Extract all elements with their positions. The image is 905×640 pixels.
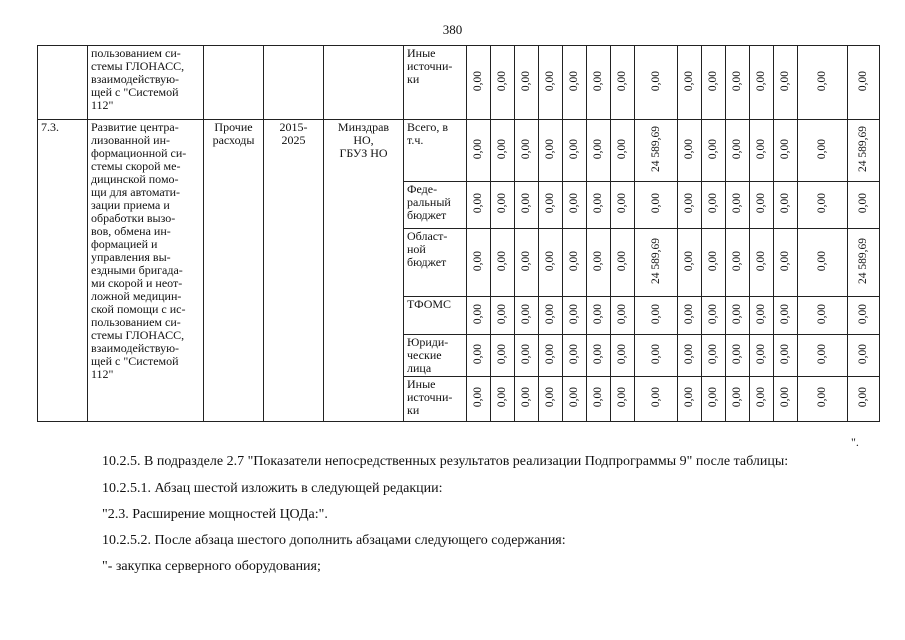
value-text: 0,00 bbox=[755, 387, 767, 408]
value-text: 0,00 bbox=[520, 303, 532, 325]
page-number: 380 bbox=[442, 22, 463, 37]
value-cell bbox=[750, 335, 774, 377]
value-cell bbox=[587, 120, 611, 182]
value-cell bbox=[491, 120, 515, 182]
expense-type-cell: Прочие расходы bbox=[204, 120, 264, 422]
value-cell bbox=[611, 229, 635, 297]
value-cell bbox=[848, 335, 880, 377]
value-cell bbox=[726, 46, 750, 120]
value-cell bbox=[774, 229, 798, 297]
value-text: 0,00 bbox=[520, 70, 532, 92]
value-cell bbox=[539, 46, 563, 120]
item-number-cell: 7.3. bbox=[38, 120, 88, 422]
value-text: 0,00 bbox=[755, 343, 767, 365]
value-cell bbox=[515, 229, 539, 297]
value-text: 0,00 bbox=[544, 343, 556, 365]
value-cell bbox=[515, 46, 539, 120]
value-text: 0,00 bbox=[707, 250, 719, 272]
value-cell bbox=[515, 377, 539, 422]
value-text: 0,00 bbox=[568, 303, 580, 325]
value-text: 0,00 bbox=[472, 193, 484, 214]
value-cell bbox=[635, 229, 678, 297]
value-text: 0,00 bbox=[857, 193, 869, 214]
value-cell bbox=[798, 46, 848, 120]
value-cell bbox=[702, 120, 726, 182]
value-cell bbox=[798, 297, 848, 335]
value-cell bbox=[750, 229, 774, 297]
value-cell bbox=[702, 46, 726, 120]
value-cell bbox=[726, 297, 750, 335]
value-cell bbox=[702, 182, 726, 229]
value-text: 0,00 bbox=[731, 70, 743, 92]
value-text: 0,00 bbox=[472, 138, 484, 160]
value-cell bbox=[750, 120, 774, 182]
value-cell bbox=[678, 46, 702, 120]
value-cell bbox=[774, 297, 798, 335]
value-text: 0,00 bbox=[816, 387, 828, 408]
value-text: 0,00 bbox=[707, 193, 719, 214]
value-cell bbox=[726, 120, 750, 182]
value-text: 0,00 bbox=[649, 70, 662, 92]
value-text: 0,00 bbox=[544, 387, 556, 408]
value-text: 0,00 bbox=[755, 250, 767, 272]
value-text: 0,00 bbox=[568, 250, 580, 272]
value-text: 0,00 bbox=[496, 343, 508, 365]
value-cell bbox=[848, 377, 880, 422]
value-text: 0,00 bbox=[592, 343, 604, 365]
paragraph-2: 10.2.5.1. Абзац шестой изложить в следующей редакции: bbox=[102, 481, 443, 496]
value-text: 0,00 bbox=[592, 303, 604, 325]
funding-table bbox=[37, 45, 880, 422]
value-text: 0,00 bbox=[544, 250, 556, 272]
value-text: 0,00 bbox=[731, 250, 743, 272]
value-text: 0,00 bbox=[544, 70, 556, 92]
value-cell bbox=[848, 297, 880, 335]
source-cell: Иные источни- ки bbox=[404, 46, 467, 120]
value-cell bbox=[774, 335, 798, 377]
executor-cell bbox=[324, 46, 404, 120]
value-cell bbox=[678, 297, 702, 335]
value-text: 0,00 bbox=[592, 250, 604, 272]
value-cell bbox=[491, 182, 515, 229]
value-text: 0,00 bbox=[568, 70, 580, 92]
value-cell bbox=[798, 377, 848, 422]
value-text: 0,00 bbox=[779, 250, 791, 272]
value-text: 0,00 bbox=[568, 138, 580, 160]
value-text: 0,00 bbox=[649, 193, 662, 214]
value-cell bbox=[563, 297, 587, 335]
value-text: 0,00 bbox=[496, 193, 508, 214]
value-text: 0,00 bbox=[496, 138, 508, 160]
value-text: 0,00 bbox=[592, 70, 604, 92]
item-name-cell: пользованием си- стемы ГЛОНАСС, взаимодействую- щей с "Системой 112" bbox=[88, 46, 204, 120]
value-cell bbox=[587, 182, 611, 229]
source-cell: ТФОМС bbox=[404, 297, 467, 335]
value-cell bbox=[635, 120, 678, 182]
value-cell bbox=[563, 335, 587, 377]
paragraph-3: "2.3. Расширение мощностей ЦОДа:". bbox=[102, 507, 328, 522]
value-cell bbox=[467, 229, 491, 297]
source-cell: Юриди- ческие лица bbox=[404, 335, 467, 377]
value-cell bbox=[563, 120, 587, 182]
value-text: 0,00 bbox=[755, 303, 767, 325]
value-text: 0,00 bbox=[683, 70, 695, 92]
value-text: 0,00 bbox=[707, 303, 719, 325]
value-cell bbox=[750, 377, 774, 422]
period-cell: 2015- 2025 bbox=[264, 120, 324, 422]
value-cell bbox=[467, 120, 491, 182]
value-cell bbox=[702, 335, 726, 377]
value-cell bbox=[774, 46, 798, 120]
value-text: 0,00 bbox=[857, 387, 869, 408]
value-text: 0,00 bbox=[683, 387, 695, 408]
value-text: 24 589,69 bbox=[649, 126, 662, 172]
value-text: 0,00 bbox=[496, 70, 508, 92]
value-text: 0,00 bbox=[616, 70, 628, 92]
value-text: 0,00 bbox=[816, 193, 828, 214]
value-cell bbox=[611, 46, 635, 120]
item-number-cell bbox=[38, 46, 88, 120]
value-text: 0,00 bbox=[755, 70, 767, 92]
value-text: 0,00 bbox=[649, 343, 662, 365]
value-text: 0,00 bbox=[731, 303, 743, 325]
value-text: 0,00 bbox=[779, 138, 791, 160]
value-cell bbox=[611, 377, 635, 422]
value-text: 24 589,69 bbox=[857, 238, 869, 284]
value-cell bbox=[491, 377, 515, 422]
value-text: 0,00 bbox=[683, 138, 695, 160]
value-cell bbox=[635, 335, 678, 377]
value-text: 0,00 bbox=[683, 193, 695, 214]
value-text: 0,00 bbox=[779, 303, 791, 325]
value-cell bbox=[587, 377, 611, 422]
item-name-cell: Развитие центра- лизованной ин- формационной си- стемы скорой ме- дицинской помо- щи для автомати- зации приема и обработки вызо- вов, обмена ин- формацией и управления вы- ездными бригада- ми скорой и неот- ложной медицин- ской помощи с ис- пользованием си- стемы ГЛОНАСС, взаимодействую- щей с "Системой 112" bbox=[88, 120, 204, 422]
value-text: 0,00 bbox=[731, 343, 743, 365]
paragraph-5: "- закупка серверного оборудования; bbox=[102, 559, 321, 574]
value-text: 0,00 bbox=[683, 303, 695, 325]
value-cell bbox=[848, 46, 880, 120]
value-text: 0,00 bbox=[683, 250, 695, 272]
value-text: 0,00 bbox=[649, 303, 662, 325]
value-cell bbox=[798, 120, 848, 182]
value-cell bbox=[491, 297, 515, 335]
value-text: 0,00 bbox=[568, 193, 580, 214]
value-text: 0,00 bbox=[616, 343, 628, 365]
value-text: 0,00 bbox=[496, 387, 508, 408]
value-cell bbox=[563, 229, 587, 297]
value-text: 0,00 bbox=[707, 343, 719, 365]
value-cell bbox=[539, 229, 563, 297]
value-cell bbox=[563, 182, 587, 229]
value-cell bbox=[678, 335, 702, 377]
value-text: 0,00 bbox=[649, 387, 662, 408]
value-text: 0,00 bbox=[683, 343, 695, 365]
period-cell bbox=[264, 46, 324, 120]
value-text: 0,00 bbox=[520, 387, 532, 408]
value-cell bbox=[587, 335, 611, 377]
value-text: 0,00 bbox=[496, 250, 508, 272]
value-cell bbox=[491, 229, 515, 297]
value-cell bbox=[774, 377, 798, 422]
value-cell bbox=[515, 335, 539, 377]
value-cell bbox=[750, 46, 774, 120]
value-text: 0,00 bbox=[544, 303, 556, 325]
value-text: 0,00 bbox=[731, 193, 743, 214]
value-text: 0,00 bbox=[816, 303, 828, 325]
value-cell bbox=[678, 120, 702, 182]
value-text: 0,00 bbox=[616, 250, 628, 272]
value-cell bbox=[726, 229, 750, 297]
value-text: 0,00 bbox=[592, 138, 604, 160]
value-text: 0,00 bbox=[592, 387, 604, 408]
value-cell bbox=[563, 46, 587, 120]
value-text: 0,00 bbox=[779, 70, 791, 92]
value-cell bbox=[467, 297, 491, 335]
value-cell bbox=[798, 229, 848, 297]
value-cell bbox=[587, 297, 611, 335]
value-cell bbox=[726, 182, 750, 229]
value-cell bbox=[798, 182, 848, 229]
value-cell bbox=[515, 182, 539, 229]
value-text: 0,00 bbox=[779, 387, 791, 408]
value-cell bbox=[678, 377, 702, 422]
value-text: 0,00 bbox=[472, 70, 484, 92]
table-row bbox=[38, 120, 880, 182]
value-text: 0,00 bbox=[779, 193, 791, 214]
value-cell bbox=[611, 335, 635, 377]
value-cell bbox=[678, 182, 702, 229]
value-cell bbox=[774, 182, 798, 229]
value-cell bbox=[750, 297, 774, 335]
value-text: 0,00 bbox=[857, 70, 869, 92]
value-cell bbox=[587, 46, 611, 120]
value-cell bbox=[467, 46, 491, 120]
value-cell bbox=[702, 229, 726, 297]
value-cell bbox=[702, 297, 726, 335]
value-cell bbox=[848, 229, 880, 297]
value-cell bbox=[611, 297, 635, 335]
value-text: 0,00 bbox=[816, 138, 828, 160]
value-text: 0,00 bbox=[857, 303, 869, 325]
value-text: 0,00 bbox=[544, 193, 556, 214]
value-text: 0,00 bbox=[616, 193, 628, 214]
value-cell bbox=[635, 182, 678, 229]
value-cell bbox=[587, 229, 611, 297]
value-text: 0,00 bbox=[520, 343, 532, 365]
value-text: 24 589,69 bbox=[649, 238, 662, 284]
value-cell bbox=[848, 120, 880, 182]
value-cell bbox=[467, 335, 491, 377]
value-cell bbox=[515, 297, 539, 335]
value-text: 0,00 bbox=[755, 138, 767, 160]
paragraph-4: 10.2.5.2. После абзаца шестого дополнить абзацами следующего содержания: bbox=[102, 533, 566, 548]
value-cell bbox=[726, 377, 750, 422]
value-cell bbox=[515, 120, 539, 182]
expense-type-cell bbox=[204, 46, 264, 120]
value-cell bbox=[678, 229, 702, 297]
value-text: 0,00 bbox=[616, 303, 628, 325]
value-text: 0,00 bbox=[707, 138, 719, 160]
value-text: 0,00 bbox=[568, 343, 580, 365]
paragraph-1: 10.2.5. В подразделе 2.7 "Показатели непосредственных результатов реализации Подпрограммы 9" после таблицы: bbox=[102, 454, 789, 469]
source-cell: Всего, в т.ч. bbox=[404, 120, 467, 182]
value-text: 0,00 bbox=[520, 193, 532, 214]
source-cell: Област- ной бюджет bbox=[404, 229, 467, 297]
table-end-mark: ". bbox=[851, 435, 859, 449]
value-text: 0,00 bbox=[816, 343, 828, 365]
value-cell bbox=[611, 182, 635, 229]
value-text: 0,00 bbox=[472, 303, 484, 325]
value-text: 0,00 bbox=[816, 70, 828, 92]
value-cell bbox=[491, 46, 515, 120]
value-cell bbox=[539, 335, 563, 377]
value-text: 0,00 bbox=[779, 343, 791, 365]
value-cell bbox=[467, 182, 491, 229]
value-text: 0,00 bbox=[592, 193, 604, 214]
value-text: 0,00 bbox=[568, 387, 580, 408]
value-cell bbox=[539, 377, 563, 422]
value-text: 0,00 bbox=[816, 250, 828, 272]
value-text: 0,00 bbox=[707, 70, 719, 92]
value-cell bbox=[539, 182, 563, 229]
value-text: 0,00 bbox=[731, 387, 743, 408]
value-cell bbox=[848, 182, 880, 229]
value-cell bbox=[798, 335, 848, 377]
value-text: 0,00 bbox=[544, 138, 556, 160]
executor-cell: Минздрав НО, ГБУЗ НО bbox=[324, 120, 404, 422]
source-cell: Феде- ральный бюджет bbox=[404, 182, 467, 229]
value-cell bbox=[750, 182, 774, 229]
value-cell bbox=[491, 335, 515, 377]
value-cell bbox=[611, 120, 635, 182]
value-cell bbox=[635, 297, 678, 335]
value-text: 0,00 bbox=[616, 138, 628, 160]
value-text: 0,00 bbox=[731, 138, 743, 160]
value-cell bbox=[635, 377, 678, 422]
value-cell bbox=[726, 335, 750, 377]
value-text: 0,00 bbox=[520, 138, 532, 160]
value-cell bbox=[539, 120, 563, 182]
value-text: 0,00 bbox=[857, 343, 869, 365]
value-text: 0,00 bbox=[616, 387, 628, 408]
value-cell bbox=[702, 377, 726, 422]
value-text: 0,00 bbox=[707, 387, 719, 408]
value-text: 0,00 bbox=[472, 250, 484, 272]
value-cell bbox=[774, 120, 798, 182]
value-cell bbox=[635, 46, 678, 120]
value-text: 24 589,69 bbox=[857, 126, 869, 172]
value-text: 0,00 bbox=[520, 250, 532, 272]
value-text: 0,00 bbox=[472, 387, 484, 408]
value-text: 0,00 bbox=[496, 303, 508, 325]
value-text: 0,00 bbox=[755, 193, 767, 214]
source-cell: Иные источни- ки bbox=[404, 377, 467, 422]
table-row bbox=[38, 46, 880, 120]
value-cell bbox=[539, 297, 563, 335]
value-cell bbox=[563, 377, 587, 422]
value-cell bbox=[467, 377, 491, 422]
value-text: 0,00 bbox=[472, 343, 484, 365]
